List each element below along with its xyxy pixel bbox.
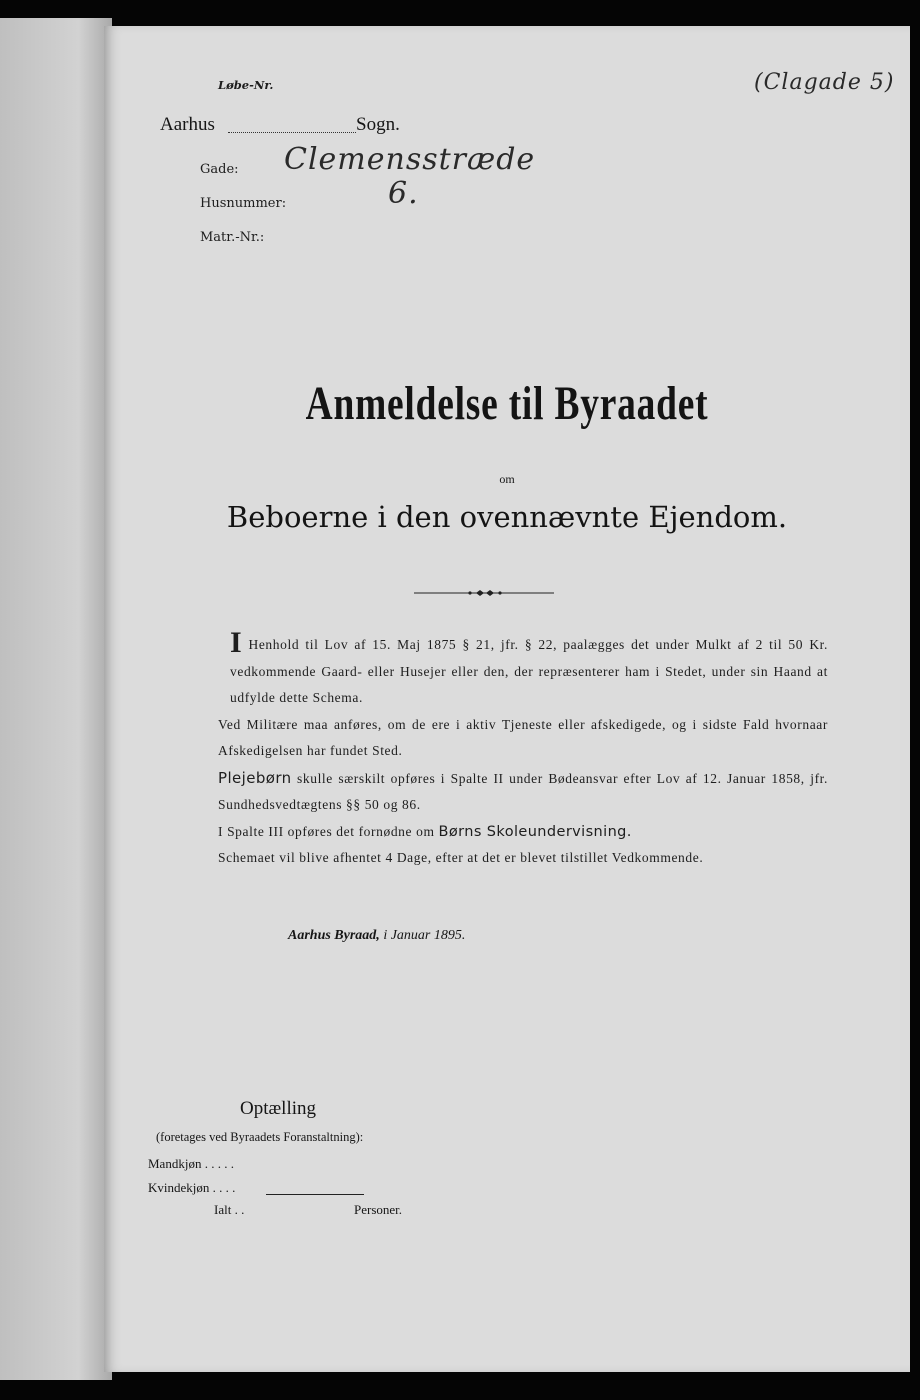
gade-label: Gade: bbox=[200, 162, 239, 177]
signature-org: Aarhus Byraad, bbox=[288, 928, 380, 943]
count-personer: Personer. bbox=[354, 1202, 403, 1217]
count-sum-line bbox=[266, 1194, 364, 1195]
sogn-label: Sogn. bbox=[356, 114, 400, 135]
ornament-divider bbox=[414, 588, 554, 598]
sogn-dotted-line bbox=[228, 132, 356, 133]
paragraph-law-text: Henhold til Lov af 15. Maj 1875 § 21, jfr. § 22, paalægges det under Mulkt af 2 til 50 Kr. vedkommende Gaard- eller Husejer eller den, der repræsenterer ham i Stedet, under sin Haand at udfylde dette Schema. bbox=[230, 637, 828, 705]
schooling-lead: I Spalte III opføres det fornødne om bbox=[218, 823, 435, 839]
left-page-edge bbox=[0, 18, 112, 1380]
signature-line bbox=[288, 928, 465, 944]
page-title: Anmeldelse til Byraadet bbox=[305, 377, 709, 430]
city-label: Aarhus bbox=[160, 114, 215, 135]
corner-handwritten-note: (Clagade 5) bbox=[754, 70, 895, 95]
count-note: (foretages ved Byraadets Foranstaltning): bbox=[156, 1130, 364, 1144]
paragraph-pickup: Schemaet vil blive afhentet 4 Dage, efter at det er blevet tilstillet Vedkommende. bbox=[218, 850, 704, 865]
drop-cap: I bbox=[230, 626, 243, 659]
gade-handwritten-value: Clemensstræde bbox=[284, 142, 536, 177]
instructions-text bbox=[148, 626, 828, 872]
paragraph-schooling bbox=[148, 819, 828, 846]
count-kvindekjon: Kvindekjøn . . . . bbox=[148, 1180, 236, 1195]
count-ialt: Ialt . . bbox=[214, 1202, 245, 1217]
plejeborn-text: skulle særskilt opføres i Spalte II under Bødeansvar efter Lov af 12. Januar 1858, jfr. Sundhedsvedtægtens §§ 50 og 86. bbox=[218, 770, 828, 812]
title-om: om bbox=[499, 472, 515, 486]
loebe-nr-label: Løbe-Nr. bbox=[218, 78, 274, 92]
paragraph-foster-children bbox=[148, 765, 828, 819]
paragraph-law bbox=[148, 626, 828, 712]
matr-nr-label: Matr.-Nr.: bbox=[200, 230, 265, 245]
count-mandkjon: Mandkjøn . . . . . bbox=[148, 1156, 234, 1171]
plejeborn-lead: Plejebørn bbox=[218, 768, 292, 787]
schooling-strong: Børns Skoleundervisning. bbox=[438, 823, 632, 840]
paragraph-military: Ved Militære maa anføres, om de ere i aktiv Tjeneste eller afskedigede, og i sidste Fald hvornaar Afskedigelsen har fundet Sted. bbox=[218, 716, 828, 758]
count-title: Optælling bbox=[240, 1098, 317, 1119]
signature-date: i Januar 1895. bbox=[383, 928, 466, 943]
husnummer-label: Husnummer: bbox=[200, 196, 287, 211]
husnummer-handwritten-value: 6. bbox=[388, 176, 419, 211]
page-subtitle: Beboerne i den ovennævnte Ejendom. bbox=[226, 500, 788, 534]
document-page bbox=[104, 26, 910, 1372]
